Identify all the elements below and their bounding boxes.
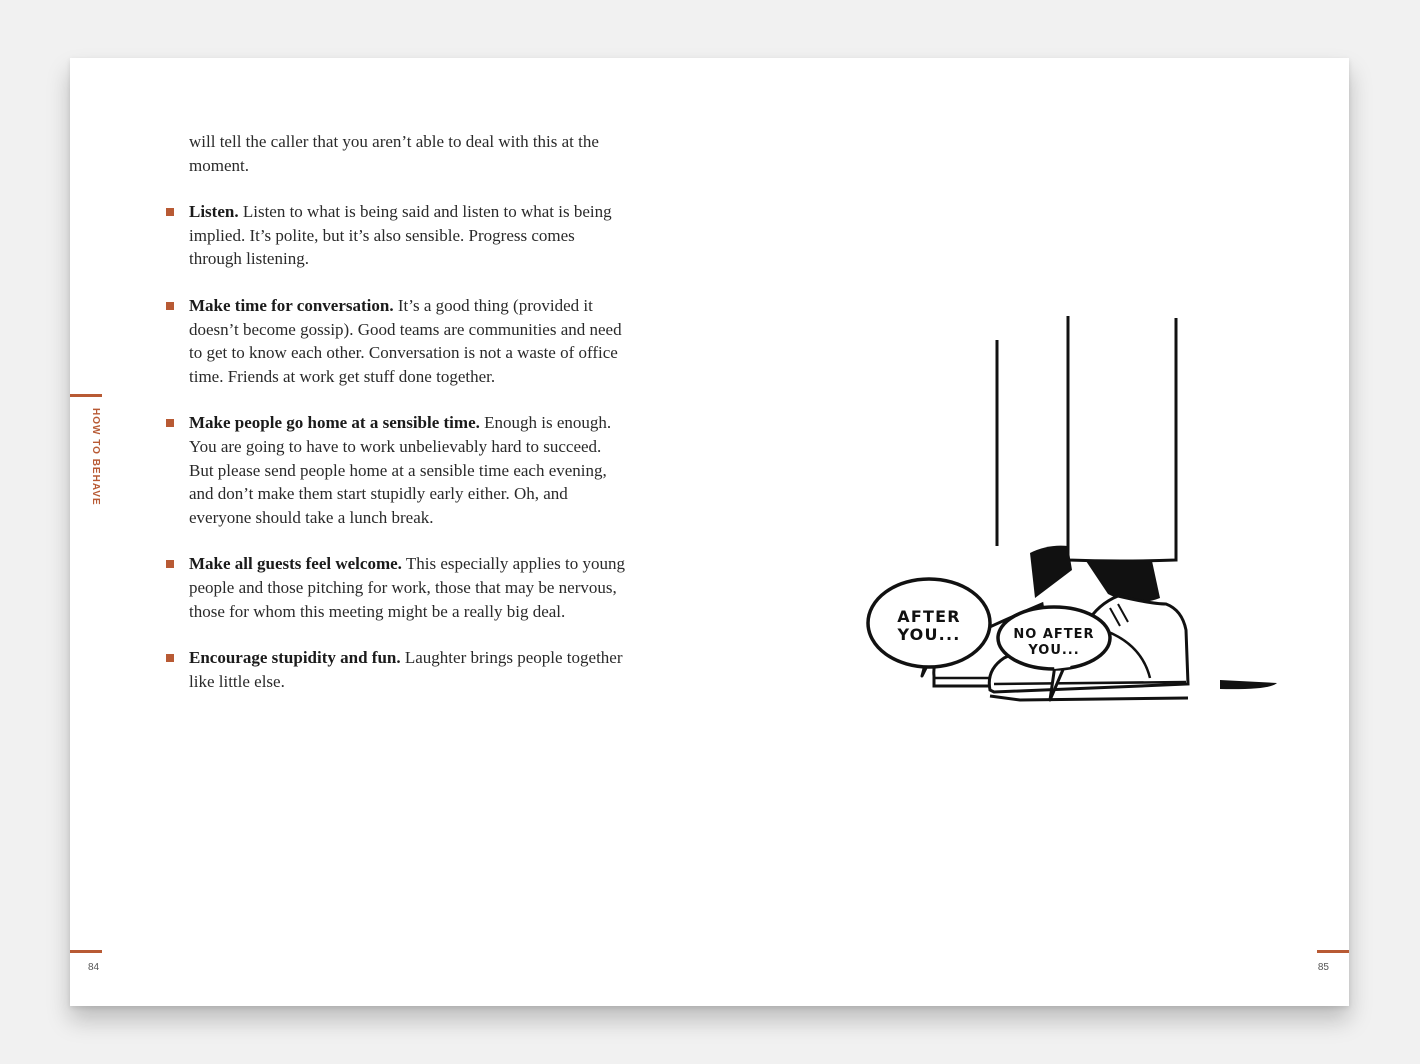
bubble-right-line2: YOU...	[1028, 643, 1080, 658]
item-heading: Make time for conversation.	[189, 295, 394, 315]
book-spread	[70, 58, 1349, 1006]
bubble-left-line1: AFTER	[897, 607, 961, 626]
front-shoe-sole	[990, 696, 1188, 700]
list-item	[189, 411, 629, 529]
running-head-rule	[70, 394, 102, 397]
page-number-left: 84	[88, 962, 100, 973]
shoe-shadow	[1220, 680, 1277, 689]
footer-rule-right	[1317, 950, 1349, 953]
list-item	[189, 200, 629, 271]
bubble-right-line1: NO AFTER	[1013, 627, 1095, 642]
item-body: Enough is enough. You are going to have to work unbelievably hard to succeed. But please send people home at a sensible time each evening, and don’t make them start stupidly early either. Oh, and everyone should take a lunch break.	[189, 413, 612, 527]
item-heading: Make all guests feel welcome.	[189, 554, 402, 574]
item-heading: Encourage stupidity and fun.	[189, 648, 401, 668]
running-head: HOW TO BEHAVE	[90, 408, 101, 506]
bubble-right-tail-cover	[1054, 664, 1070, 666]
sock-left	[1030, 546, 1072, 598]
item-body: This especially applies to young people and those pitching for work, those that may be nervous, those for whom this meeting might be a really big deal.	[189, 554, 625, 621]
list-item	[189, 294, 629, 388]
tips-list	[189, 200, 629, 693]
item-body: It’s a good thing (provided it doesn’t become gossip). Good teams are communities and need to get to know each other. Conversation is not a waste of office time. Friends at work get stuff done together.	[189, 295, 622, 386]
item-body: Laughter brings people together like little else.	[189, 648, 623, 691]
list-item	[189, 646, 629, 693]
trouser-right	[1068, 316, 1176, 561]
item-body: Listen to what is being said and listen to what is being implied. It’s polite, but it’s also sensible. Progress comes through listening.	[189, 202, 612, 269]
page-number-right: 85	[1317, 962, 1329, 973]
list-item	[189, 552, 629, 623]
item-heading: Make people go home at a sensible time.	[189, 413, 480, 433]
shoes-illustration	[790, 308, 1290, 708]
item-heading: Listen.	[189, 202, 239, 222]
bubble-left-line2: YOU...	[897, 625, 961, 644]
continued-paragraph: will tell the caller that you aren’t able to deal with this at the moment.	[189, 132, 599, 175]
left-page-text	[189, 130, 629, 716]
footer-rule-left	[70, 950, 102, 953]
